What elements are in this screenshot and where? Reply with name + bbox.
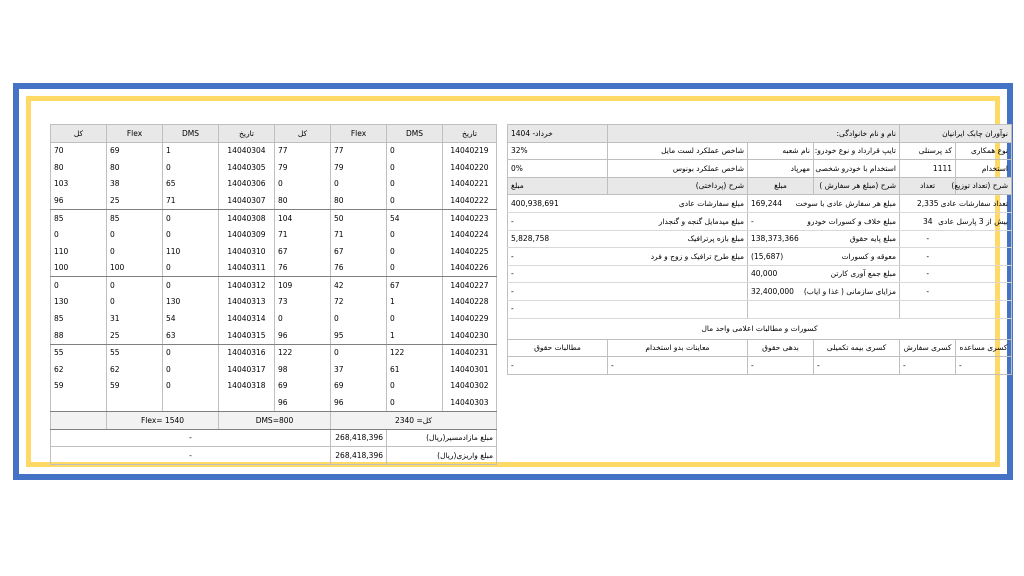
detail-cell: 32,400,000 [748,283,814,301]
table-cell: 14040302 [443,378,497,395]
detail-cell: - [900,248,956,266]
detail-row [508,230,1012,248]
table-cell: 96 [331,395,387,412]
salary-slip-sheet [507,124,1012,375]
table-cell: 122 [387,344,443,361]
detail-cell: (15,687) [748,248,814,266]
table-cell: 0 [275,176,331,193]
table-cell: 0 [387,227,443,244]
table-cell: 96 [51,192,107,209]
table-cell: 110 [163,243,219,260]
column-header: DMS [163,125,219,143]
table-cell: 69 [107,142,163,159]
table-cell: 104 [275,209,331,226]
deduction-value: - [608,357,748,375]
section-header: شرح (مبلغ هر سفارش ) [814,177,900,195]
table-cell: 0 [163,159,219,176]
daily-delivery-table [50,124,497,465]
table-cell: 14040311 [219,260,275,277]
table-row [51,327,497,344]
table-cell: 14040318 [219,378,275,395]
dms-total: DMS=800 [219,412,331,430]
detail-cell [814,300,900,318]
table-cell: 14040222 [443,192,497,209]
table-row [51,159,497,176]
daily-delivery-sheet [50,124,497,465]
info-cell: تایپ قرارداد و نوع خودرو: [814,142,900,160]
table-cell: 110 [51,243,107,260]
table-cell: 0 [331,311,387,328]
deduction-header: کسری مساعده [956,339,1012,357]
deduction-header: کسری سفارش [900,339,956,357]
salary-slip-table [507,124,1012,375]
info-cell: استخدام [956,160,1012,178]
table-row [51,361,497,378]
table-cell: 14040229 [443,311,497,328]
section-header: شرح (تعداد توزیع) [956,177,1012,195]
table-cell: 14040228 [443,294,497,311]
detail-cell [956,248,1012,266]
table-row [51,294,497,311]
slip-month: خرداد- 1404 [508,125,608,143]
table-cell: 0 [51,227,107,244]
deduction-header: بدهی حقوق [748,339,814,357]
table-cell: 14040304 [219,142,275,159]
table-cell: 14040303 [443,395,497,412]
table-cell: 59 [107,378,163,395]
detail-cell [956,230,1012,248]
summary-value: 268,418,396 [331,447,387,465]
detail-row [508,265,1012,283]
table-cell: 0 [163,227,219,244]
table-cell: 0 [331,344,387,361]
table-cell: 0 [163,361,219,378]
table-cell: 80 [275,192,331,209]
detail-cell: معوقه و کسورات [814,248,900,266]
table-cell: 100 [107,260,163,277]
table-cell: 0 [387,176,443,193]
daily-header-row [51,125,497,143]
column-header: کل [51,125,107,143]
table-cell: 59 [51,378,107,395]
column-header: Flex [107,125,163,143]
column-header: DMS [387,125,443,143]
info-cell: 1111 [900,160,956,178]
table-cell: 14040306 [219,176,275,193]
detail-cell: مزایای سازمانی ( غذا و ایاب) [814,283,900,301]
table-cell: 0 [387,260,443,277]
table-cell: 109 [275,277,331,294]
detail-cell: 40,000 [748,265,814,283]
table-cell: 77 [331,142,387,159]
column-header: تاریخ [219,125,275,143]
summary-label: مبلغ مازادمسیر(ریال) [387,429,497,447]
detail-cell: - [508,212,608,230]
table-cell: 0 [387,192,443,209]
table-cell: 0 [107,294,163,311]
column-header: تاریخ [443,125,497,143]
table-cell: 79 [275,159,331,176]
table-row [51,378,497,395]
table-cell: 88 [51,327,107,344]
summary-extra: - [51,429,331,447]
summary-label: مبلغ واریزی(ریال) [387,447,497,465]
table-cell: 14040220 [443,159,497,176]
info-row [508,142,1012,160]
table-row [51,192,497,209]
table-cell: 0 [107,277,163,294]
table-cell: 67 [275,243,331,260]
table-cell: 55 [51,344,107,361]
section-header: تعداد [900,177,956,195]
detail-row [508,212,1012,230]
deduction-value: - [508,357,608,375]
deduction-value: - [748,357,814,375]
table-cell: 96 [275,327,331,344]
table-cell: 14040314 [219,311,275,328]
table-cell: 62 [107,361,163,378]
deduction-value: - [814,357,900,375]
table-cell [107,395,163,412]
table-cell: 0 [387,159,443,176]
table-cell: 122 [275,344,331,361]
table-cell: 14040230 [443,327,497,344]
table-cell: 103 [51,176,107,193]
table-cell: 0 [387,311,443,328]
table-cell: 0 [387,378,443,395]
detail-cell: 5,828,758 [508,230,608,248]
table-cell: 14040313 [219,294,275,311]
table-cell: 69 [331,378,387,395]
info-cell: شاخص عملکرد لست مایل [608,142,748,160]
table-cell: 14040312 [219,277,275,294]
table-cell: 80 [331,192,387,209]
summary-row [51,429,497,447]
table-cell: 85 [107,209,163,226]
table-cell: 130 [51,294,107,311]
table-cell: 130 [163,294,219,311]
detail-cell: مبلغ جمع آوری کارتن [814,265,900,283]
table-cell: 1 [387,327,443,344]
table-cell: 54 [163,311,219,328]
detail-row [508,248,1012,266]
info-row [508,160,1012,178]
deductions-header-row [508,339,1012,357]
table-cell: 80 [51,159,107,176]
table-cell: 14040223 [443,209,497,226]
detail-cell: بیش از 3 پارسل عادی [956,212,1012,230]
info-cell: نام شعبه [748,142,814,160]
detail-cell: مبلغ پایه حقوق [814,230,900,248]
table-cell: 1 [387,294,443,311]
info-cell: شاخص عملکرد بونوس [608,160,748,178]
detail-cell [956,265,1012,283]
table-cell: 61 [387,361,443,378]
outer-blue-frame [13,83,1013,480]
table-cell: 67 [331,243,387,260]
deduction-value: - [956,357,1012,375]
employee-name-label: نام و نام خانوادگی: [608,125,900,143]
detail-cell: - [900,230,956,248]
detail-cell: مبلغ طرح ترافیک و زوج و فرد [608,248,748,266]
table-cell: 14040231 [443,344,497,361]
detail-cell: - [508,265,608,283]
table-cell: 65 [163,176,219,193]
detail-cell [608,265,748,283]
table-cell: 0 [387,395,443,412]
detail-cell: - [900,265,956,283]
detail-cell: مبلغ خلاف و کسورات خودرو [814,212,900,230]
detail-cell: تعداد سفارشات عادی [956,195,1012,213]
table-cell: 14040221 [443,176,497,193]
deductions-title: کسورات و مطالبات اعلامی واحد مال [508,318,1012,339]
info-cell: کد پرسنلی [900,142,956,160]
table-cell: 0 [163,344,219,361]
table-cell: 63 [163,327,219,344]
table-cell: 14040315 [219,327,275,344]
table-cell: 14040305 [219,159,275,176]
summary-extra: - [51,447,331,465]
summary-row [51,447,497,465]
table-cell: 14040310 [219,243,275,260]
table-row [51,395,497,412]
detail-cell: - [508,248,608,266]
detail-cell [900,300,956,318]
table-cell: 79 [331,159,387,176]
detail-row [508,195,1012,213]
detail-row [508,283,1012,301]
table-cell: 0 [163,277,219,294]
table-cell: 77 [275,142,331,159]
table-cell: 85 [51,311,107,328]
deductions-title-row [508,318,1012,339]
flex-total: Flex= 1540 [107,412,219,430]
detail-cell: مبلغ هر سفارش عادی با سوخت [814,195,900,213]
table-cell: 14040309 [219,227,275,244]
table-cell: 0 [163,260,219,277]
info-cell: 0% [508,160,608,178]
detail-cell [748,300,814,318]
detail-cell: - [508,300,608,318]
detail-cell: 400,938,691 [508,195,608,213]
table-cell: 50 [331,209,387,226]
table-cell: 14040301 [443,361,497,378]
section-header-row [508,177,1012,195]
table-row [51,344,497,361]
table-cell: 25 [107,327,163,344]
table-cell: 0 [107,243,163,260]
slip-header-row [508,125,1012,143]
table-cell: 14040225 [443,243,497,260]
detail-cell: - [748,212,814,230]
table-cell: 95 [331,327,387,344]
table-cell: 31 [107,311,163,328]
detail-cell [956,300,1012,318]
deduction-header: معاینات بدو استخدام [608,339,748,357]
detail-cell: - [900,283,956,301]
table-row [51,311,497,328]
detail-cell: مبلغ سفارشات عادی [608,195,748,213]
table-row [51,176,497,193]
table-row [51,209,497,226]
table-cell: 76 [331,260,387,277]
detail-cell: 2,335 [900,195,956,213]
table-cell: 80 [107,159,163,176]
table-cell: 71 [163,192,219,209]
table-cell: 25 [107,192,163,209]
detail-cell [956,283,1012,301]
info-cell: 32% [508,142,608,160]
totals-row [51,412,497,430]
info-cell: مهرپاد [748,160,814,178]
table-cell: 62 [51,361,107,378]
table-cell: 72 [331,294,387,311]
table-cell: 71 [275,227,331,244]
table-cell: 14040308 [219,209,275,226]
table-cell: 0 [107,227,163,244]
table-cell: 0 [51,277,107,294]
table-cell: 14040307 [219,192,275,209]
summary-value: 268,418,396 [331,429,387,447]
deductions-values-row [508,357,1012,375]
table-cell [163,395,219,412]
detail-cell: 169,244 [748,195,814,213]
info-cell: استخدام با خودرو شخصی [814,160,900,178]
deduction-value: - [900,357,956,375]
detail-cell: 138,373,366 [748,230,814,248]
detail-cell: مبلغ بازه پرترافیک [608,230,748,248]
table-cell: 70 [51,142,107,159]
deduction-header: کسری بیمه تکمیلی [814,339,900,357]
table-row [51,260,497,277]
table-cell [51,395,107,412]
detail-cell: - [508,283,608,301]
grand-total: کل= 2340 [331,412,497,430]
table-cell: 14040316 [219,344,275,361]
company-name: نوآوران چابک ایرانیان [900,125,1012,143]
table-cell: 54 [387,209,443,226]
table-cell: 85 [51,209,107,226]
table-cell: 71 [331,227,387,244]
table-row [51,277,497,294]
table-row [51,142,497,159]
section-header: مبلغ [508,177,608,195]
table-cell: 37 [331,361,387,378]
table-cell: 0 [387,243,443,260]
table-cell: 0 [331,176,387,193]
table-cell: 69 [275,378,331,395]
column-header: کل [275,125,331,143]
table-cell [219,395,275,412]
table-cell: 0 [387,142,443,159]
table-cell: 14040226 [443,260,497,277]
table-cell: 96 [275,395,331,412]
table-cell: 14040317 [219,361,275,378]
table-cell: 76 [275,260,331,277]
detail-cell [608,283,748,301]
table-cell: 98 [275,361,331,378]
detail-cell: 34 [900,212,956,230]
table-cell: 38 [107,176,163,193]
detail-row [508,300,1012,318]
table-cell: 100 [51,260,107,277]
table-cell: 73 [275,294,331,311]
table-cell: 1 [163,142,219,159]
table-cell: 42 [331,277,387,294]
table-cell: 14040224 [443,227,497,244]
deduction-header: مطالبات حقوق [508,339,608,357]
column-header: Flex [331,125,387,143]
table-cell: 14040219 [443,142,497,159]
table-cell: 0 [163,209,219,226]
detail-cell: مبلغ میدمایل گنجه و گنجدار [608,212,748,230]
table-cell: 14040227 [443,277,497,294]
section-header: مبلغ [748,177,814,195]
section-header: شرح (پرداختی) [608,177,748,195]
info-cell: نوع همکاری [956,142,1012,160]
detail-cell [608,300,748,318]
table-row [51,243,497,260]
table-cell: 0 [275,311,331,328]
table-cell: 0 [163,378,219,395]
table-row [51,227,497,244]
table-cell: 55 [107,344,163,361]
table-cell: 67 [387,277,443,294]
inner-yellow-frame [26,96,1009,467]
